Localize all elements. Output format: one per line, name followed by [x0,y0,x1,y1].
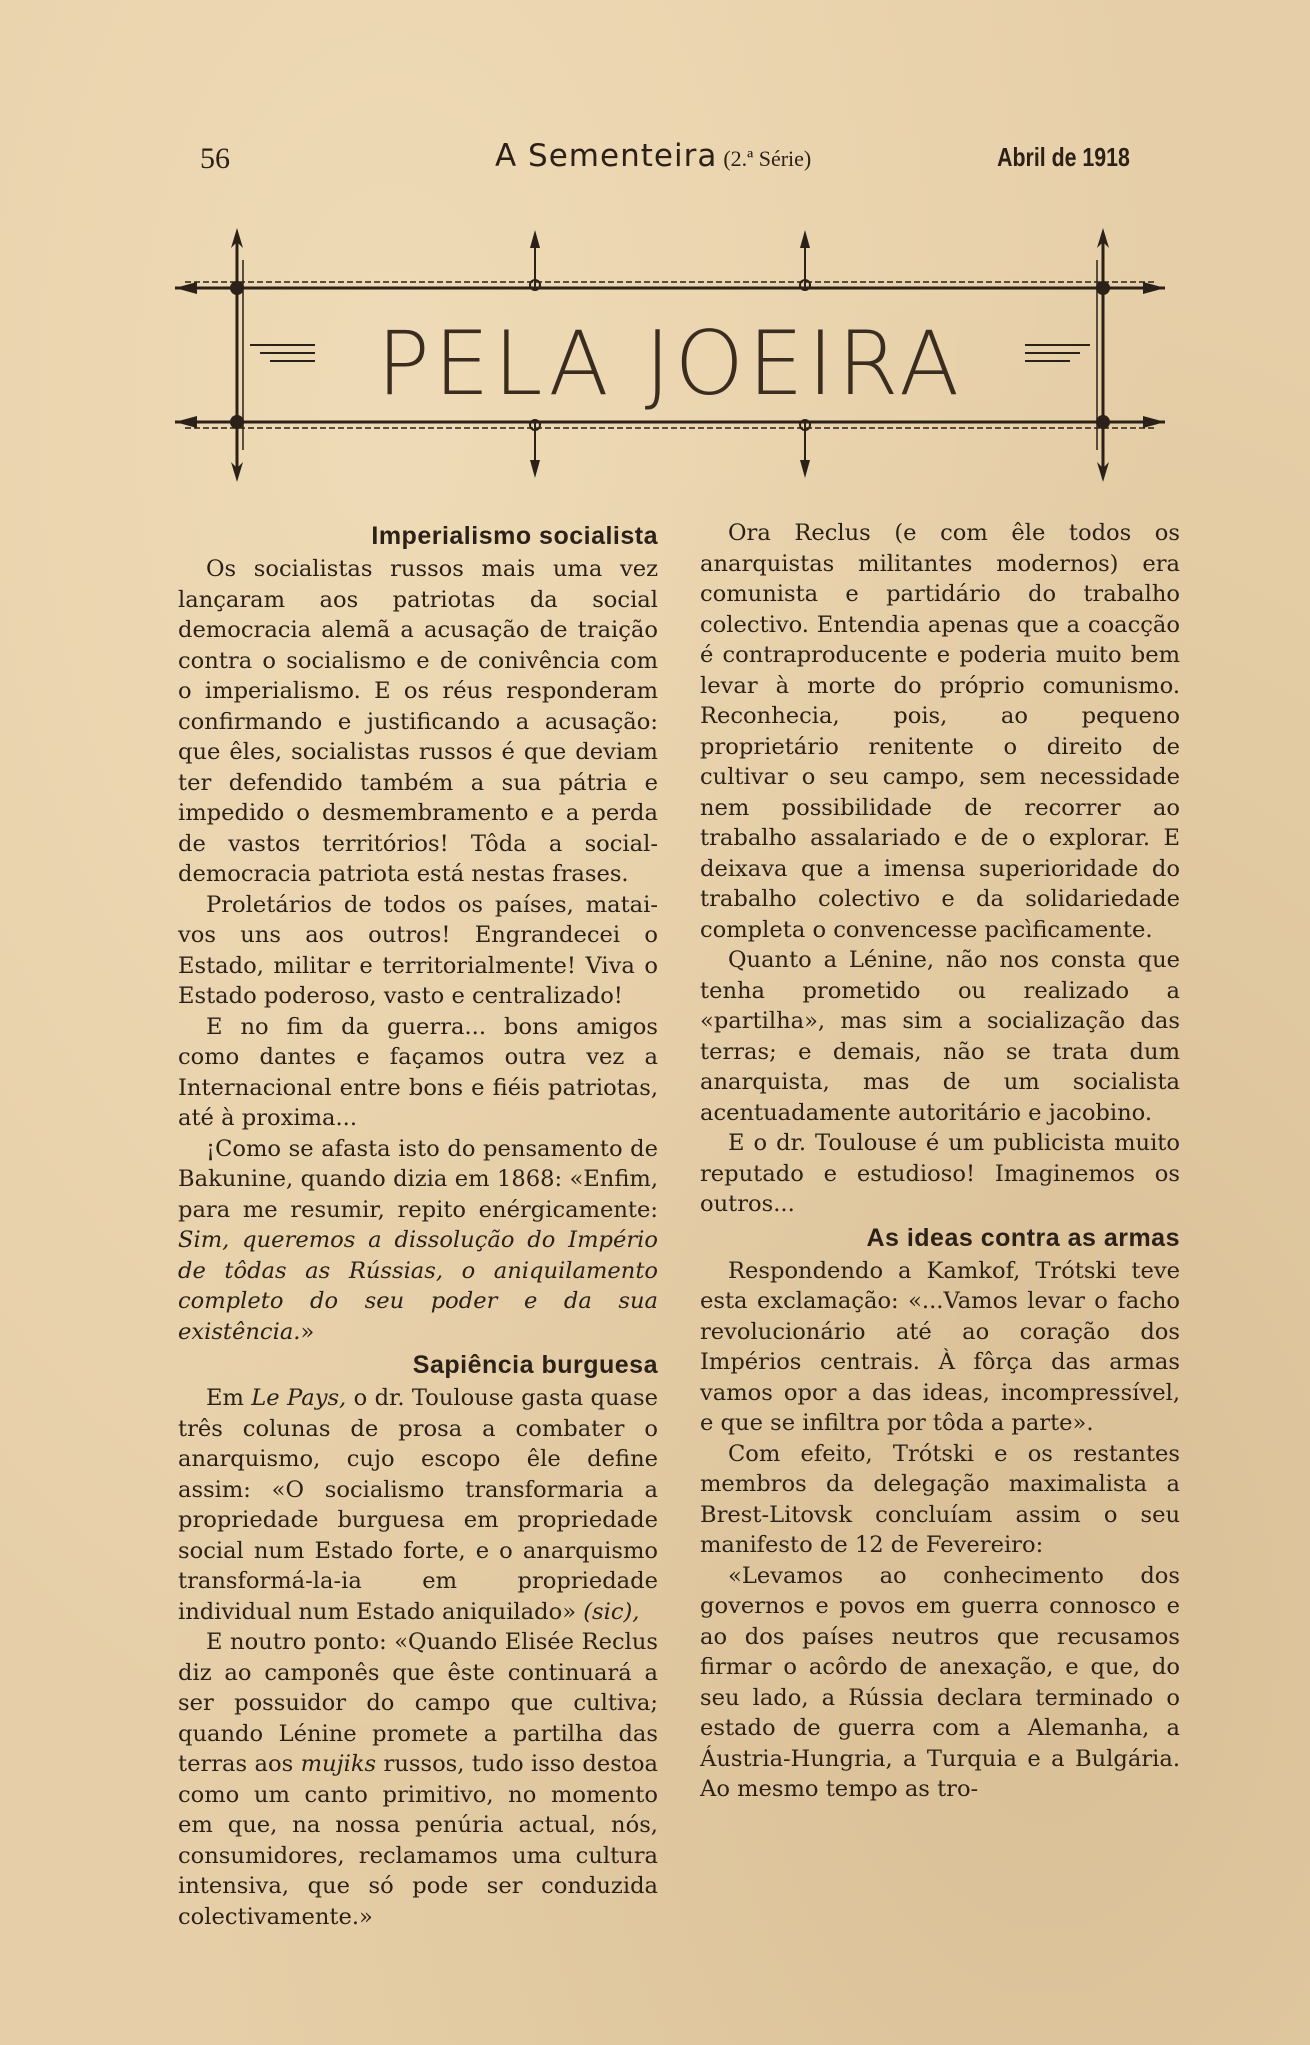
series-label: (2.ª Série) [723,146,812,171]
paragraph: Ora Reclus (e com êle todos os anarquistas militantes modernos) era comunista e partidário do trabalho colectivo. Entendia apenas que a coacção é contraproducente e poderia muito bem levar à morte do próprio comunismo. Reconhecia, pois, ao pequeno proprietário renitente o direito de cultivar o seu campo, sem necessidade nem possibilidade de recorrer ao trabalho assalariado e de o explorar. E deixava que a imensa superioridade do trabalho colectivo e da solidariedade completa o convencesse pacìficamente. [700,520,1180,943]
left-column [178,518,658,1932]
text-run: » [300,1318,315,1345]
paragraph: «Levamos ao conhecimento dos governos e povos em guerra connosco e ao dos países neutros que recusamos firmar o acôrdo de anexação, e que, do seu lado, a Rússia declara terminado o estado de guerra com a Alemanha, a Áustria-Hungria, a Turquia e a Bulgária. Ao mesmo tempo as tro- [700,1562,1180,1802]
publication-name: A Sementeira [495,138,718,174]
page-header [190,138,1140,188]
paragraph: Proletários de todos os países, matai-vos uns aos outros! Engrandecei o Estado, militar e territorialmente! Viva o Estado poderoso, vasto e centralizado! [178,891,658,1009]
paragraph: Os socialistas russos mais uma vez lançaram aos patriotas da social democracia alemã a acusação de traição contra o socialismo e de conivência com o imperialismo. E os réus responderam confirmando e justificando a acusação: que êles, socialistas russos é que deviam ter defendido também a sua pátria e impedido o desmembramento e a perda de vastos territórios! Tôda a social-democracia patriota está nestas frases. [178,556,658,887]
right-column [700,518,1180,1805]
text-run: russos, tudo isso destoa como um canto primitivo, no momento em que, na nossa penúria actual, nós, consumidores, reclamamos uma cultura intensiva, que só pode ser conduzida colectivamente.» [178,1751,658,1930]
italic-sic: (sic), [583,1598,640,1625]
paragraph [178,1627,658,1932]
italic-quote: Sim, queremos a dissolução do Império de tôdas as Rússias, o aniquilamento completo do seu poder e da sua existência. [178,1227,658,1345]
text-run: E noutro ponto: «Quando Elisée Reclus diz ao camponês que êste continuará a ser possuidor do campo que cultiva; quando Lénine promete a partilha das terras aos [178,1629,658,1777]
section-banner [175,220,1165,490]
heading-sapiencia: Sapiência burguesa [412,1351,658,1379]
heading-ideas: As ideas contra as armas [866,1223,1180,1252]
issue-date: Abril de 1918 [997,142,1130,172]
paragraph [178,1383,658,1627]
text-run: ¡Como se afasta isto do pensamento de Bakunine, quando dizia em 1868: «Enfim, para me resumir, repito enérgicamente: [178,1135,658,1223]
text-run: o dr. Toulouse gasta quase três colunas de prosa a combater o anarquismo, cujo escopo êle define assim: «O socialismo transformaria a propriedade burguesa em propriedade social num Estado forte, e o anarquismo transformá-la-ia em propriedade individual num Estado aniquilado» [178,1385,658,1625]
paragraph-bakunine-quote [178,1134,658,1348]
paragraph: E no fim da guerra... bons amigos como dantes e façamos outra vez a Internacional entre bons e fiéis patriotas, até à proxima... [178,1013,658,1131]
text-run: Em [206,1385,252,1411]
publication-title [495,138,811,174]
italic-word: mujiks [300,1751,377,1777]
italic-title: Le Pays, [251,1385,347,1411]
page-number: 56 [200,142,230,175]
paragraph: Quanto a Lénine, não nos consta que tenha prometido ou realizado a «partilha», mas sim a socialização das terras; e demais, não se trata dum anarquista, mas de um socialista acentuadamente autoritário e jacobino. [700,947,1180,1126]
heading-imperialismo: Imperialismo socialista [371,522,658,550]
banner-title: PELA JOEIRA [376,312,964,415]
paragraph: Com efeito, Trótski e os restantes membros da delegação maximalista a Brest-Litovsk concluíam assim o seu manifesto de 12 de Fevereiro: [700,1440,1180,1558]
paragraph: Respondendo a Kamkof, Trótski teve esta exclamação: «...Vamos levar o facho revolucionário até ao coração dos Impérios centrais. À fôrça das armas vamos opor a das ideas, incompressível, e que se infiltra por tôda a parte». [700,1257,1180,1436]
paragraph: E o dr. Toulouse é um publicista muito reputado e estudioso! Imaginemos os outros... [700,1130,1180,1217]
